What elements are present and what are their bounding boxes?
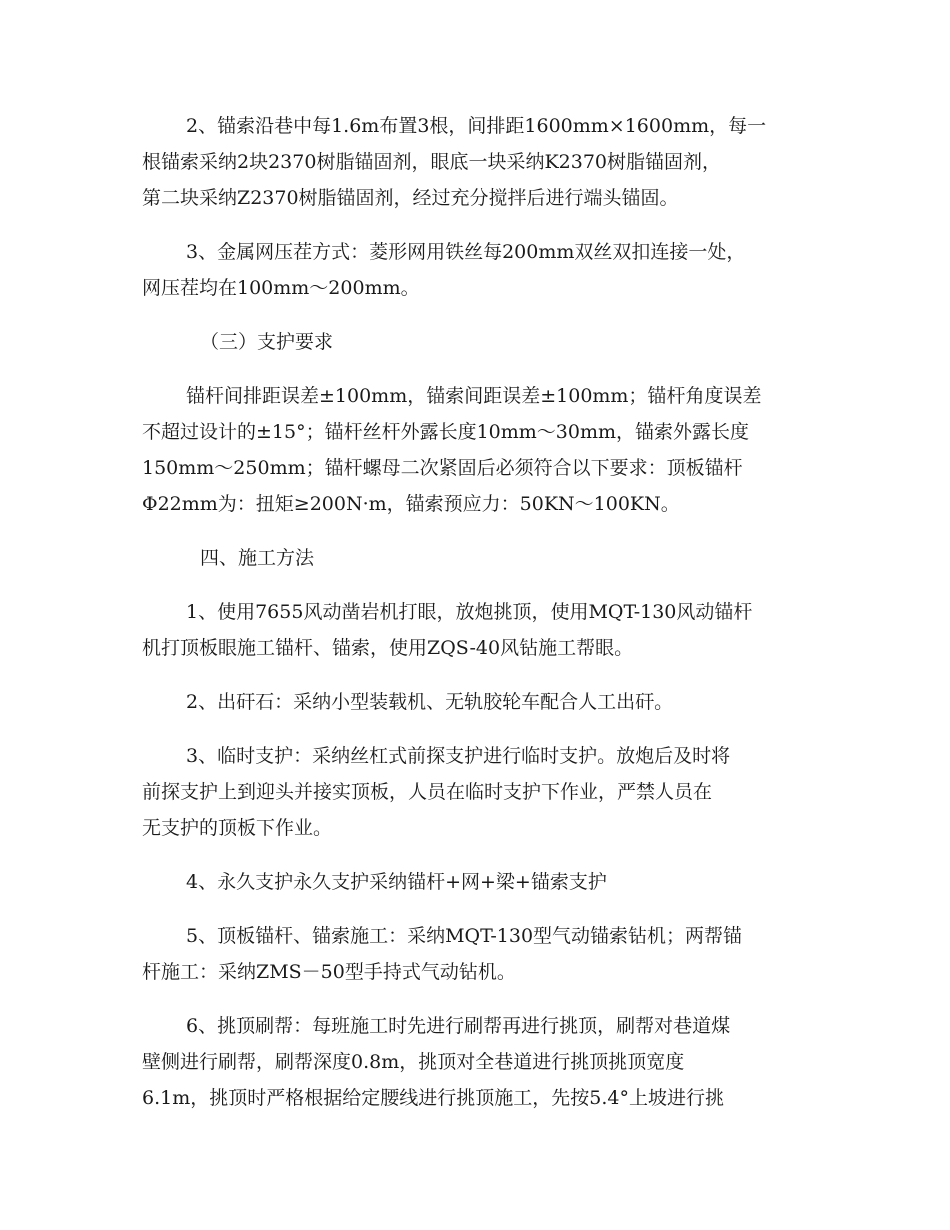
paragraph-permanent-support — [142, 864, 810, 900]
text-line: 无支护的顶板下作业。 — [142, 817, 333, 839]
paragraph-drilling — [142, 594, 810, 666]
text-line: 3、临时支护：采纳丝杠式前探支护进行临时支护。放炮后及时将 — [186, 745, 731, 767]
heading-line: （三）支护要求 — [200, 331, 334, 353]
paragraph-anchor-cable-layout — [142, 108, 810, 216]
text-line: 6.1m，挑顶时严格根据给定腰线进行挑顶施工，先按5.4°上坡进行挑 — [142, 1087, 724, 1109]
text-line: 5、顶板锚杆、锚索施工：采纳MQT-130型气动锚索钻机；两帮锚 — [186, 925, 743, 947]
section-heading-construction-method — [142, 540, 810, 576]
paragraph-roof-bolting — [142, 918, 810, 990]
text-line: 壁侧进行刷帮，刷帮深度0.8m，挑顶对全巷道进行挑顶挑顶宽度 — [142, 1051, 685, 1073]
text-line: 锚杆间排距误差±100mm，锚索间距误差±100mm；锚杆角度误差 — [186, 385, 762, 407]
paragraph-temporary-support — [142, 738, 810, 846]
section-heading-support-requirements — [142, 324, 810, 360]
text-line: 4、永久支护永久支护采纳锚杆+网+梁+锚索支护 — [186, 871, 607, 893]
paragraph-mucking — [142, 684, 810, 720]
text-line: 150mm～250mm；锚杆螺母二次紧固后必须符合以下要求：顶板锚杆 — [142, 457, 743, 479]
text-line: 6、挑顶刷帮：每班施工时先进行刷帮再进行挑顶，刷帮对巷道煤 — [186, 1015, 731, 1037]
text-line: 网压茬均在100mm～200mm。 — [142, 277, 420, 299]
text-line: 根锚索采纳2块2370树脂锚固剂，眼底一块采纳K2370树脂锚固剂， — [142, 151, 721, 173]
heading-line: 四、施工方法 — [200, 547, 315, 569]
text-line: 前探支护上到迎头并接实顶板，人员在临时支护下作业，严禁人员在 — [142, 781, 713, 803]
text-line: 2、锚索沿巷中每1.6m布置3根，间排距1600mm×1600mm，每一 — [186, 115, 767, 137]
text-line: 杆施工：采纳ZMS－50型手持式气动钻机。 — [142, 961, 516, 983]
text-line: 1、使用7655风动凿岩机打眼，放炮挑顶，使用MQT-130风动锚杆 — [186, 601, 753, 623]
paragraph-roof-ripping — [142, 1008, 810, 1116]
paragraph-mesh-overlap — [142, 234, 810, 306]
text-line: Φ22mm为：扭矩≥200N·m，锚索预应力：50KN～100KN。 — [142, 493, 680, 515]
text-line: 机打顶板眼施工锚杆、锚索，使用ZQS-40风钻施工帮眼。 — [142, 637, 634, 659]
text-line: 第二块采纳Z2370树脂锚固剂，经过充分搅拌后进行端头锚固。 — [142, 187, 679, 209]
text-line: 2、出矸石：采纳小型装载机、无轨胶轮车配合人工出矸。 — [186, 691, 674, 713]
text-line: 3、金属网压茬方式：菱形网用铁丝每200mm双丝双扣连接一处， — [186, 241, 746, 263]
text-line: 不超过设计的±15°；锚杆丝杆外露长度10mm～30mm，锚索外露长度 — [142, 421, 750, 443]
paragraph-support-tolerances — [142, 378, 810, 522]
